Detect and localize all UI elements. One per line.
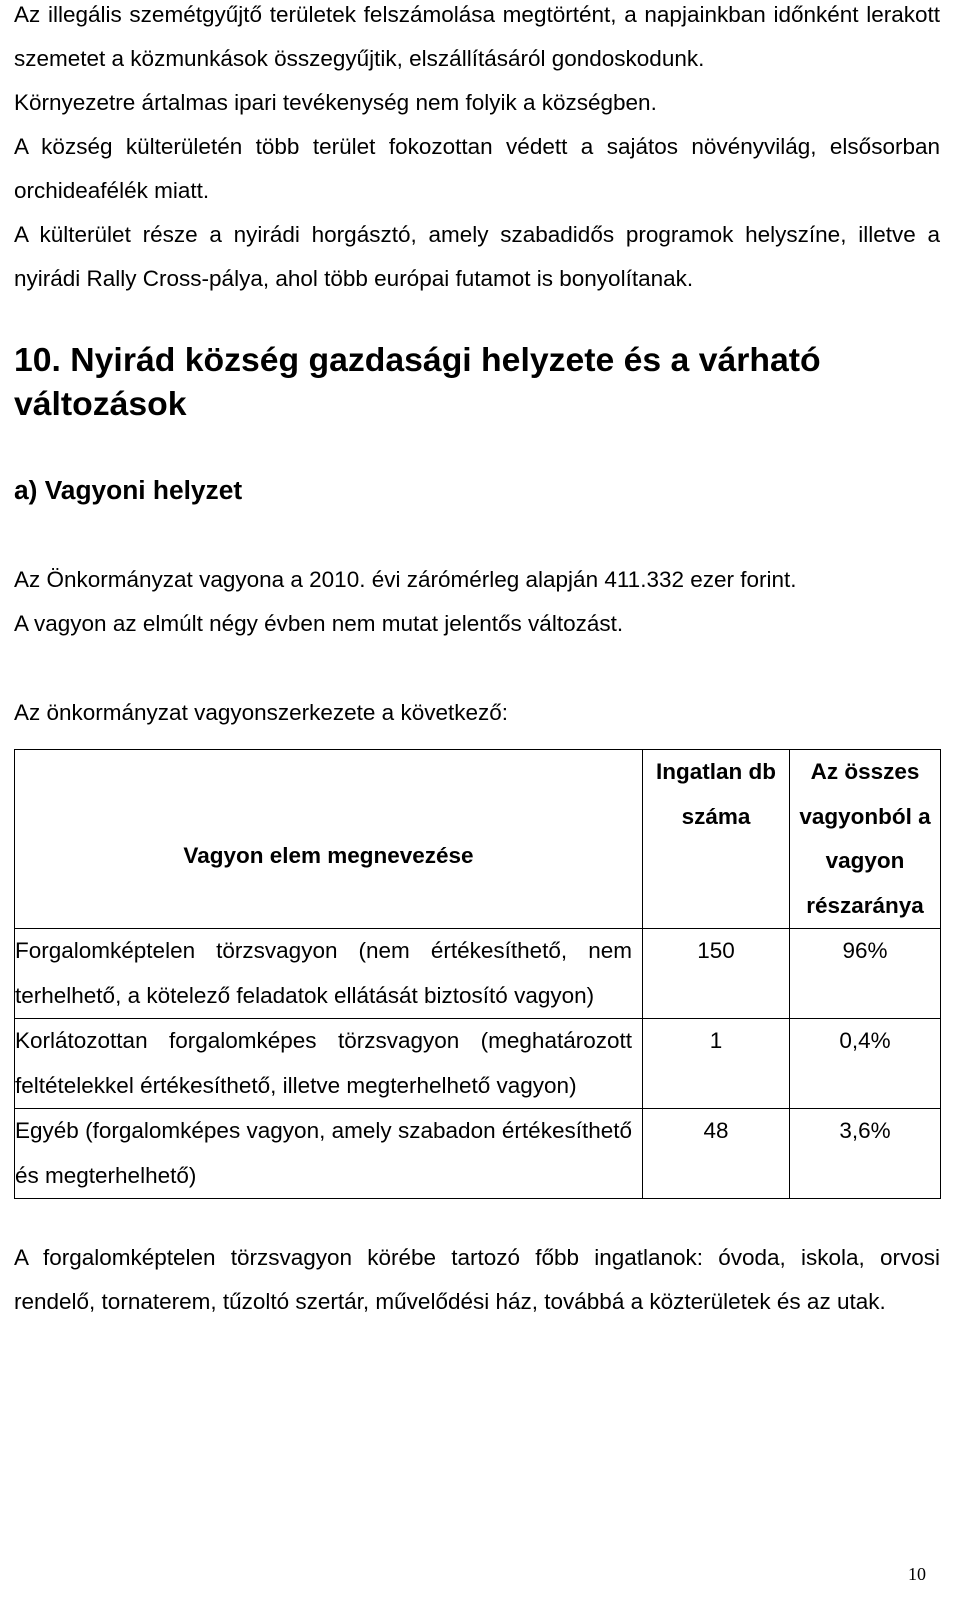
row-asset-name: Egyéb (forgalomképes vagyon, amely szabadon értékesíthető és megterhelhető) — [15, 1109, 643, 1199]
table-row — [15, 1019, 941, 1109]
page-number: 10 — [908, 1564, 926, 1584]
row-property-count: 48 — [643, 1109, 790, 1199]
paragraph-industry: Környezetre ártalmas ipari tevékenység nem folyik a községben. — [14, 90, 657, 115]
row-asset-share: 0,4% — [790, 1019, 941, 1109]
row-asset-share: 3,6% — [790, 1109, 941, 1199]
subsection-heading: a) Vagyoni helyzet — [14, 475, 243, 505]
table-row — [15, 929, 941, 1019]
row-asset-share: 96% — [790, 929, 941, 1019]
table-row — [15, 1109, 941, 1199]
table-header-row — [15, 750, 941, 929]
header-property-count: Ingatlan db száma — [643, 750, 790, 929]
closing-paragraph: A forgalomképtelen törzsvagyon körébe tartozó főbb ingatlanok: óvoda, iskola, orvosi rendelő, tornaterem, tűzoltó szertár, művelődési ház, továbbá a közterületek és az utak. — [14, 1245, 940, 1314]
wealth-line-1: Az Önkormányzat vagyona a 2010. évi zárómérleg alapján 411.332 ezer forint. — [14, 567, 797, 592]
wealth-line-2: A vagyon az elmúlt négy évben nem mutat jelentős változást. — [14, 611, 624, 636]
row-asset-name: Korlátozottan forgalomképes törzsvagyon (meghatározott feltételekkel értékesíthető, illetve megterhelhető vagyon) — [15, 1019, 643, 1109]
paragraph-leisure: A külterület része a nyirádi horgásztó, amely szabadidős programok helyszíne, illetve a nyirádi Rally Cross-pálya, ahol több európai futamot is bonyolítanak. — [14, 222, 940, 291]
document-page — [14, 0, 940, 1324]
section-heading: 10. Nyirád község gazdasági helyzete és a várható változások — [14, 341, 821, 423]
asset-structure-table — [14, 749, 941, 1199]
row-asset-name: Forgalomképtelen törzsvagyon (nem értékesíthető, nem terhelhető, a kötelező feladatok ellátását biztosító vagyon) — [15, 929, 643, 1019]
header-asset-name: Vagyon elem megnevezése — [15, 750, 643, 929]
row-property-count: 1 — [643, 1019, 790, 1109]
header-asset-share: Az összes vagyonból a vagyon részaránya — [790, 750, 941, 929]
paragraph-protected-area: A község külterületén több terület fokozottan védett a sajátos növényvilág, elsősorban orchideafélék miatt. — [14, 134, 940, 203]
paragraph-waste: Az illegális szemétgyűjtő területek felszámolása megtörtént, a napjainkban időnként lerakott szemetet a közmunkások összegyűjtik, elszállításáról gondoskodunk. — [14, 2, 940, 71]
row-property-count: 150 — [643, 929, 790, 1019]
table-intro: Az önkormányzat vagyonszerkezete a következő: — [14, 700, 509, 725]
